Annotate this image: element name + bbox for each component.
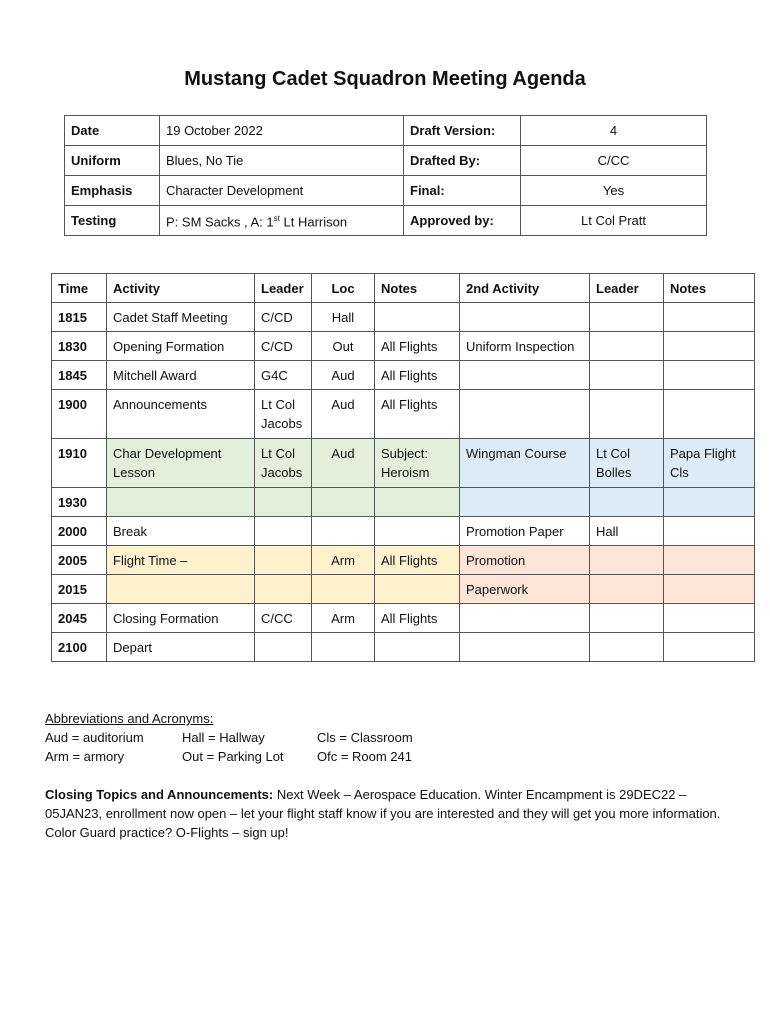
- loc-cell: Aud: [312, 390, 375, 439]
- table-row: [52, 488, 755, 517]
- table-row: [52, 633, 755, 662]
- leader-cell: [255, 488, 312, 517]
- leader-cell: G4C: [255, 361, 312, 390]
- loc-cell: [312, 517, 375, 546]
- approved-by-label: Approved by:: [404, 206, 521, 236]
- activity-cell: [107, 488, 255, 517]
- draft-version-value: 4: [521, 116, 707, 146]
- time-cell: 1930: [52, 488, 107, 517]
- testing-value-part-a: P: SM Sacks , A: 1: [166, 214, 274, 230]
- loc-cell: Arm: [312, 546, 375, 575]
- second-notes-cell: [664, 361, 755, 390]
- notes-cell: [375, 303, 460, 332]
- loc-cell: [312, 575, 375, 604]
- abbreviations-row: [45, 747, 725, 766]
- footer-notes: [45, 709, 725, 842]
- second-activity-cell: [460, 303, 590, 332]
- second-notes-cell: [664, 575, 755, 604]
- second-leader-cell: [590, 361, 664, 390]
- second-leader-cell: [590, 303, 664, 332]
- second-notes-cell: [664, 390, 755, 439]
- final-value: Yes: [521, 176, 707, 206]
- testing-value: [160, 206, 404, 236]
- time-cell: 1900: [52, 390, 107, 439]
- approved-by-value: Lt Col Pratt: [521, 206, 707, 236]
- notes-cell: All Flights: [375, 361, 460, 390]
- abbreviations-row: [45, 728, 725, 747]
- activity-cell: [107, 575, 255, 604]
- table-row: [52, 604, 755, 633]
- table-row: [52, 546, 755, 575]
- time-cell: 1845: [52, 361, 107, 390]
- second-activity-cell: [460, 361, 590, 390]
- time-cell: 1815: [52, 303, 107, 332]
- notes-cell: Subject: Heroism: [375, 439, 460, 488]
- second-activity-cell: Promotion: [460, 546, 590, 575]
- header-2nd-notes: Notes: [664, 274, 755, 303]
- loc-cell: Aud: [312, 439, 375, 488]
- leader-cell: [255, 633, 312, 662]
- time-cell: 1910: [52, 439, 107, 488]
- activity-cell: Flight Time –: [107, 546, 255, 575]
- drafted-by-value: C/CC: [521, 146, 707, 176]
- activity-cell: Announcements: [107, 390, 255, 439]
- info-row-emphasis: [65, 176, 707, 206]
- second-leader-cell: Lt Col Bolles: [590, 439, 664, 488]
- leader-cell: Lt Col Jacobs: [255, 439, 312, 488]
- leader-cell: [255, 546, 312, 575]
- final-label: Final:: [404, 176, 521, 206]
- loc-cell: [312, 633, 375, 662]
- table-row: [52, 517, 755, 546]
- leader-cell: C/CD: [255, 303, 312, 332]
- time-cell: 2045: [52, 604, 107, 633]
- header-2nd-leader: Leader: [590, 274, 664, 303]
- notes-cell: [375, 633, 460, 662]
- header-notes: Notes: [375, 274, 460, 303]
- activity-cell: Cadet Staff Meeting: [107, 303, 255, 332]
- second-leader-cell: [590, 546, 664, 575]
- activity-cell: Break: [107, 517, 255, 546]
- abbreviations-heading: Abbreviations and Acronyms:: [45, 711, 214, 726]
- notes-cell: [375, 488, 460, 517]
- info-row-date: [65, 116, 707, 146]
- second-leader-cell: [590, 575, 664, 604]
- second-notes-cell: [664, 604, 755, 633]
- leader-cell: C/CC: [255, 604, 312, 633]
- leader-cell: [255, 517, 312, 546]
- leader-cell: C/CD: [255, 332, 312, 361]
- activity-cell: Char Development Lesson: [107, 439, 255, 488]
- table-row: [52, 332, 755, 361]
- second-leader-cell: [590, 488, 664, 517]
- time-cell: 2015: [52, 575, 107, 604]
- loc-cell: Arm: [312, 604, 375, 633]
- second-activity-cell: Paperwork: [460, 575, 590, 604]
- second-notes-cell: [664, 633, 755, 662]
- loc-cell: Hall: [312, 303, 375, 332]
- table-row: [52, 575, 755, 604]
- notes-cell: All Flights: [375, 546, 460, 575]
- abbreviation-item: Ofc = Room 241: [317, 749, 413, 764]
- second-notes-cell: [664, 517, 755, 546]
- abbreviation-item: Cls = Classroom: [317, 730, 413, 745]
- second-activity-cell: [460, 390, 590, 439]
- second-activity-cell: [460, 633, 590, 662]
- second-notes-cell: Papa Flight Cls: [664, 439, 755, 488]
- emphasis-value: Character Development: [160, 176, 404, 206]
- loc-cell: Out: [312, 332, 375, 361]
- time-cell: 2100: [52, 633, 107, 662]
- header-2nd-activity: 2nd Activity: [460, 274, 590, 303]
- second-notes-cell: [664, 303, 755, 332]
- loc-cell: Aud: [312, 361, 375, 390]
- activity-cell: Opening Formation: [107, 332, 255, 361]
- info-row-testing: [65, 206, 707, 236]
- table-row: [52, 303, 755, 332]
- notes-cell: All Flights: [375, 332, 460, 361]
- notes-cell: [375, 517, 460, 546]
- notes-cell: All Flights: [375, 604, 460, 633]
- loc-cell: [312, 488, 375, 517]
- time-cell: 1830: [52, 332, 107, 361]
- abbreviation-item: Aud = auditorium: [45, 730, 144, 745]
- second-leader-cell: Hall: [590, 517, 664, 546]
- second-notes-cell: [664, 488, 755, 517]
- activity-cell: Depart: [107, 633, 255, 662]
- date-value: 19 October 2022: [160, 116, 404, 146]
- time-cell: 2000: [52, 517, 107, 546]
- second-activity-cell: [460, 604, 590, 633]
- date-label: Date: [65, 116, 160, 146]
- header-loc: Loc: [312, 274, 375, 303]
- meeting-info-table: [64, 115, 707, 236]
- testing-label: Testing: [65, 206, 160, 236]
- drafted-by-label: Drafted By:: [404, 146, 521, 176]
- time-cell: 2005: [52, 546, 107, 575]
- second-notes-cell: [664, 332, 755, 361]
- activity-cell: Closing Formation: [107, 604, 255, 633]
- page-title: Mustang Cadet Squadron Meeting Agenda: [184, 68, 586, 90]
- table-row: [52, 439, 755, 488]
- second-activity-cell: Promotion Paper: [460, 517, 590, 546]
- second-leader-cell: [590, 633, 664, 662]
- second-leader-cell: [590, 390, 664, 439]
- agenda-table: [51, 273, 755, 662]
- second-notes-cell: [664, 546, 755, 575]
- second-activity-cell: [460, 488, 590, 517]
- header-activity: Activity: [107, 274, 255, 303]
- table-row: [52, 361, 755, 390]
- abbreviation-item: Hall = Hallway: [182, 730, 265, 745]
- abbreviation-item: Arm = armory: [45, 749, 125, 764]
- activity-cell: Mitchell Award: [107, 361, 255, 390]
- agenda-header-row: [52, 274, 755, 303]
- testing-value-sup: st: [273, 214, 280, 224]
- closing-topics-label: Closing Topics and Announcements:: [45, 787, 274, 802]
- table-row: [52, 390, 755, 439]
- closing-topics: [45, 785, 725, 842]
- abbreviation-item: Out = Parking Lot: [182, 749, 284, 764]
- second-activity-cell: Uniform Inspection: [460, 332, 590, 361]
- header-leader: Leader: [255, 274, 312, 303]
- leader-cell: [255, 575, 312, 604]
- second-activity-cell: Wingman Course: [460, 439, 590, 488]
- second-leader-cell: [590, 332, 664, 361]
- uniform-value: Blues, No Tie: [160, 146, 404, 176]
- header-time: Time: [52, 274, 107, 303]
- emphasis-label: Emphasis: [65, 176, 160, 206]
- draft-version-label: Draft Version:: [404, 116, 521, 146]
- info-row-uniform: [65, 146, 707, 176]
- second-leader-cell: [590, 604, 664, 633]
- notes-cell: [375, 575, 460, 604]
- leader-cell: Lt Col Jacobs: [255, 390, 312, 439]
- notes-cell: All Flights: [375, 390, 460, 439]
- uniform-label: Uniform: [65, 146, 160, 176]
- closing-topics-text: Next Week – Aerospace Education. Winter Encampment is 29DEC22 – 05JAN23, enrollment now open – let your flight staff know if you are interested and they will get you more information. Color Guard practice? O-Flights – sign up!: [45, 787, 721, 840]
- testing-value-part-b: Lt Harrison: [279, 214, 348, 230]
